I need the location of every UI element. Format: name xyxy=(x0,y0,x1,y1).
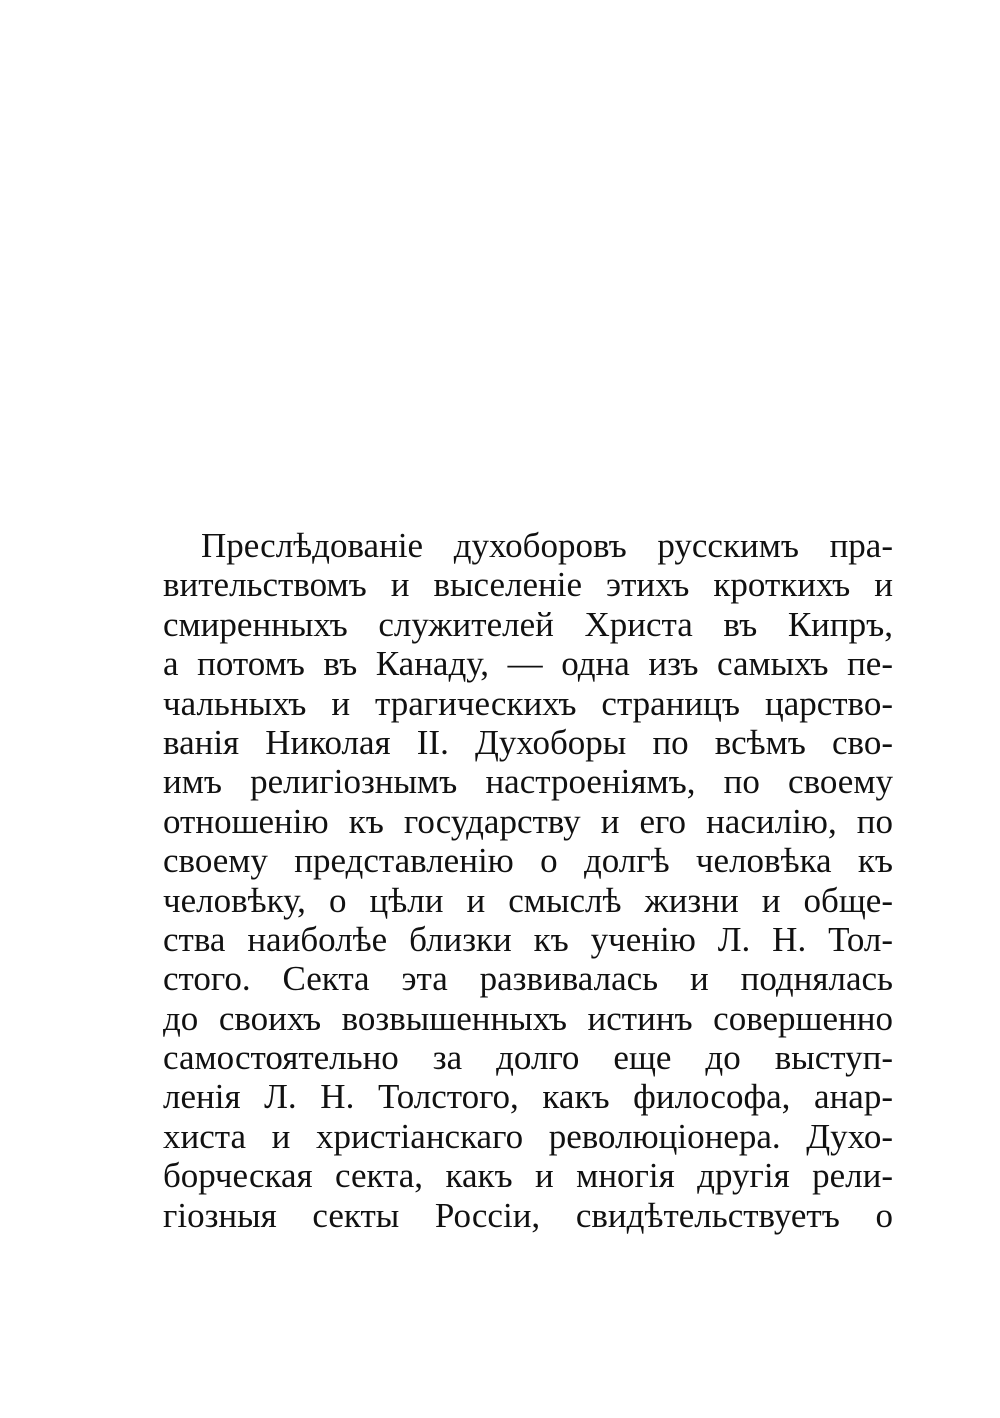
text-line: а потомъ въ Канаду, — одна изъ самыхъ пе- xyxy=(163,644,893,684)
text-line: вительствомъ и выселеніе этихъ кроткихъ и xyxy=(163,565,893,605)
text-line: ленія Л. Н. Толстого, какъ философа, анар- xyxy=(163,1077,893,1117)
text-line: имъ религіознымъ настроеніямъ, по своему xyxy=(163,762,893,802)
text-line: Преслѣдованіе духоборовъ русскимъ пра- xyxy=(201,526,893,565)
text-line: до своихъ возвышенныхъ истинъ совершенно xyxy=(163,998,893,1038)
text-line: борческая секта, какъ и многія другія рели- xyxy=(163,1156,893,1196)
text-line: гіозныя секты Россіи, свидѣтельствуетъ о xyxy=(163,1195,893,1235)
text-line: человѣку, о цѣли и смыслѣ жизни и обще- xyxy=(163,880,893,920)
text-line: ства наиболѣе близки къ ученію Л. Н. Тол- xyxy=(163,919,893,959)
text-line: отношенію къ государству и его насилію, по xyxy=(163,801,893,841)
text-line: ванія Николая II. Духоборы по всѣмъ сво- xyxy=(163,722,893,762)
body-paragraph xyxy=(163,526,893,1235)
text-line: своему представленію о долгѣ человѣка къ xyxy=(163,841,893,881)
text-line: смиренныхъ служителей Христа въ Кипръ, xyxy=(163,604,893,644)
text-line: стого. Секта эта развивалась и поднялась xyxy=(163,959,893,999)
text-line: самостоятельно за долго еще до выступ- xyxy=(163,1038,893,1078)
text-line: хиста и христіанскаго революціонера. Духо- xyxy=(163,1116,893,1156)
text-line: чальныхъ и трагическихъ страницъ царство- xyxy=(163,683,893,723)
